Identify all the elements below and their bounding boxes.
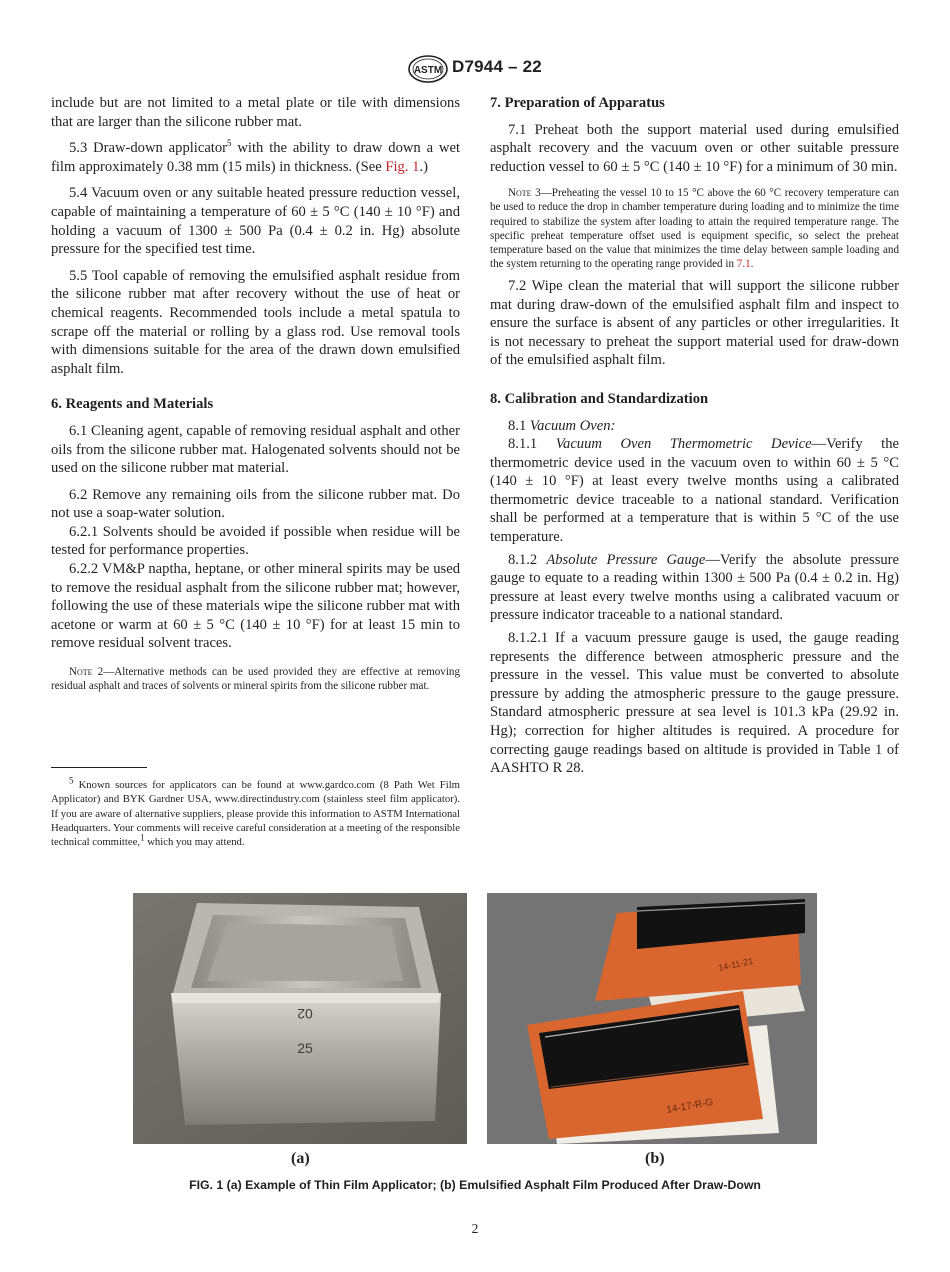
footnote-text: Known sources for applicators can be found at www.gardco.com (8 Path Wet Film Applicator) and BYK Gardner USA, www.directindustry.com (stainless steel film applicator). If you are aware of alternative suppliers, please provide this information to ASTM International Headquarters. Your comments will receive careful consideration at a meeting of the responsible technical committee, — [51, 779, 460, 849]
footnote-divider — [51, 767, 147, 768]
applicator-marking-25: 25 — [297, 1040, 313, 1056]
right-column — [490, 94, 899, 778]
paragraph-7-1: 7.1 Preheat both the support material used during emulsified asphalt recovery and the vacuum oven or other suitable pressure reduction vessel to 60 ± 5 °C (140 ± 10 °F) for a minimum of 30 min. — [490, 121, 899, 175]
paragraph-8-1-1 — [490, 435, 899, 547]
paragraph-5-2-continued: include but are not limited to a metal plate or tile with dimensions that are larger than the silicone rubber mat. — [51, 95, 460, 130]
paragraph-6-2-1: 6.2.1 Solvents should be avoided if possible when residue will be tested for performance properties. — [51, 523, 460, 559]
note-text: —Preheating the vessel 10 to 15 °C above the 60 °C recovery temperature can be used to reduce the drop in chamber temperature during loading and to minimize the time required to stabilize the system after loading to attain the required temperature range. The specific preheat temperature offset used is equipment specific, so select the preheat temperature based on the value that minimizes the time delay between sample loading and the system returning to the operating range provided in — [490, 187, 900, 270]
note-text: —Alternative methods can be used provided they are effective at removing residual asphalt and traces of solvents or mineral spirits from the silicone rubber mat. — [51, 666, 461, 693]
figure-1-caption: FIG. 1 (a) Example of Thin Film Applicator; (b) Emulsified Asphalt Film Produced After Draw-Down — [189, 1178, 761, 1192]
fig1-link[interactable]: Fig. 1 — [385, 158, 420, 175]
section-7-heading: 7. Preparation of Apparatus — [490, 95, 665, 111]
note-label: Note 3 — [508, 187, 541, 200]
figure-1b-label: (b) — [645, 1150, 665, 1167]
note-3 — [490, 186, 899, 271]
note-2 — [51, 665, 460, 693]
paragraph-6-2-2: 6.2.2 VM&P naptha, heptane, or other mineral spirits may be used to remove the residual asphalt from the silicone rubber mat; however, following the use of these materials wipe the silicone rubber mat with acetone or warm at 60 ± 5 °C (140 ± 10 °F) for at least 15 min to remove residual solvent traces. — [51, 561, 460, 652]
paragraph-6-1: 6.1 Cleaning agent, capable of removing residual asphalt and other oils from the silicone rubber mat. Halogenated solvents should not be used on the silicone rubber mat material. — [51, 422, 460, 477]
applicator-illustration — [133, 893, 467, 1144]
italic-term: Vacuum Oven: — [529, 417, 616, 434]
paragraph-6-2: 6.2 Remove any remaining oils from the silicone rubber mat. Do not use a soap-water solution. — [51, 486, 460, 522]
footnote-5 — [51, 775, 460, 849]
astm-logo-text: ASTM — [413, 65, 443, 76]
text-run: 5.3 Draw-down applicator — [69, 140, 228, 157]
mat-label-front: 14-17-R-G — [665, 1096, 715, 1116]
text-run: —Verify the absolute pressure gauge to equate to a reading within 1300 ± 500 Pa (0.4 ± 0.2 in. Hg) pressure at least every twelve months using a calibrated vacuum or pressure indicator traceable to a national standard. — [490, 551, 900, 624]
note-text-end: . — [750, 257, 754, 270]
paragraph-8-1-2 — [490, 551, 899, 625]
paragraph-5-4: 5.4 Vacuum oven or any suitable heated pressure reduction vessel, capable of maintaining a temperature of 60 ± 5 °C (140 ± 10 °F) and holding a vacuum of 1300 ± 500 Pa (0.4 ± 0.2 in. Hg) absolute pressure for the specified test time. — [51, 185, 460, 258]
paragraph-5-5: 5.5 Tool capable of removing the emulsified asphalt residue from the silicone rubber mat after recovery without the use of heat or chemical reagents. Recommended tools include a metal spatula to scrape off the material or rolling by a glass rod. Use removal tools with dimensions suitable for the area of the drawn down emulsified asphalt film. — [51, 267, 460, 377]
text-run: with the ability to draw down a wet film approximately 0.38 mm (15 mils) in thickness. (See — [51, 140, 460, 175]
text-run: 8.1 — [508, 417, 530, 434]
section-7-1-link[interactable]: 7.1 — [736, 257, 751, 270]
applicator-marking-02: 02 — [297, 1006, 313, 1022]
figure-1a-photo — [133, 893, 467, 1144]
left-column — [51, 94, 460, 693]
text-run: 8.1.1 — [508, 436, 556, 453]
text-run: —Verify the thermometric device used in the vacuum oven to within 60 ± 5 °C (140 ± 10 °F) at least every twelve months using a calibrated thermometric device traceable to a national standard. Verification shall be performed at a temperature that is within 5 °C of the use temperature. — [490, 436, 899, 546]
footnote-ref[interactable]: 1 — [140, 832, 145, 843]
mat-label-back: 14-11-21 — [717, 955, 755, 973]
paragraph-7-2: 7.2 Wipe clean the material that will support the silicone rubber mat during draw-down of the emulsified asphalt film and inspect to ensure the surface is absent of any particles or other irregularities. It is not necessary to preheat the support material used for draw-down of the emulsified asphalt film. — [490, 277, 899, 369]
asphalt-film-illustration — [487, 893, 817, 1144]
standard-designation: D7944 – 22 — [452, 57, 542, 76]
footnote-text-end: which you may attend. — [144, 836, 245, 849]
text-run: .) — [419, 158, 428, 175]
section-6-heading: 6. Reagents and Materials — [51, 396, 214, 413]
figure-1a-label: (a) — [291, 1150, 310, 1167]
paragraph-8-1-2-1: 8.1.2.1 If a vacuum pressure gauge is used, the gauge reading represents the difference between atmospheric pressure and the pressure in the vessel. This value must be converted to absolute pressure by adding the atmospheric pressure to the gauge pressure. Standard atmospheric pressure at sea level is 101.3 kPa (29.92 in. Hg); correction for higher altitudes is required. A procedure for correcting gauge readings based on altitude is provided in Table 1 of AASHTO R 28. — [490, 630, 899, 777]
page-number: 2 — [471, 1221, 479, 1236]
text-run: 8.1.2 — [508, 551, 547, 568]
italic-term: Absolute Pressure Gauge — [546, 551, 706, 568]
section-8-heading: 8. Calibration and Standardization — [490, 390, 709, 407]
footnote-number: 5 — [69, 775, 74, 786]
astm-logo-icon — [408, 55, 448, 83]
page-header — [0, 55, 950, 83]
italic-term: Vacuum Oven Thermometric Device — [555, 436, 812, 453]
note-label: Note 2 — [69, 666, 104, 679]
footnote-ref[interactable]: 5 — [227, 138, 232, 149]
paragraph-5-3 — [51, 139, 460, 176]
figure-1b-photo — [487, 893, 817, 1144]
paragraph-8-1 — [490, 417, 899, 436]
